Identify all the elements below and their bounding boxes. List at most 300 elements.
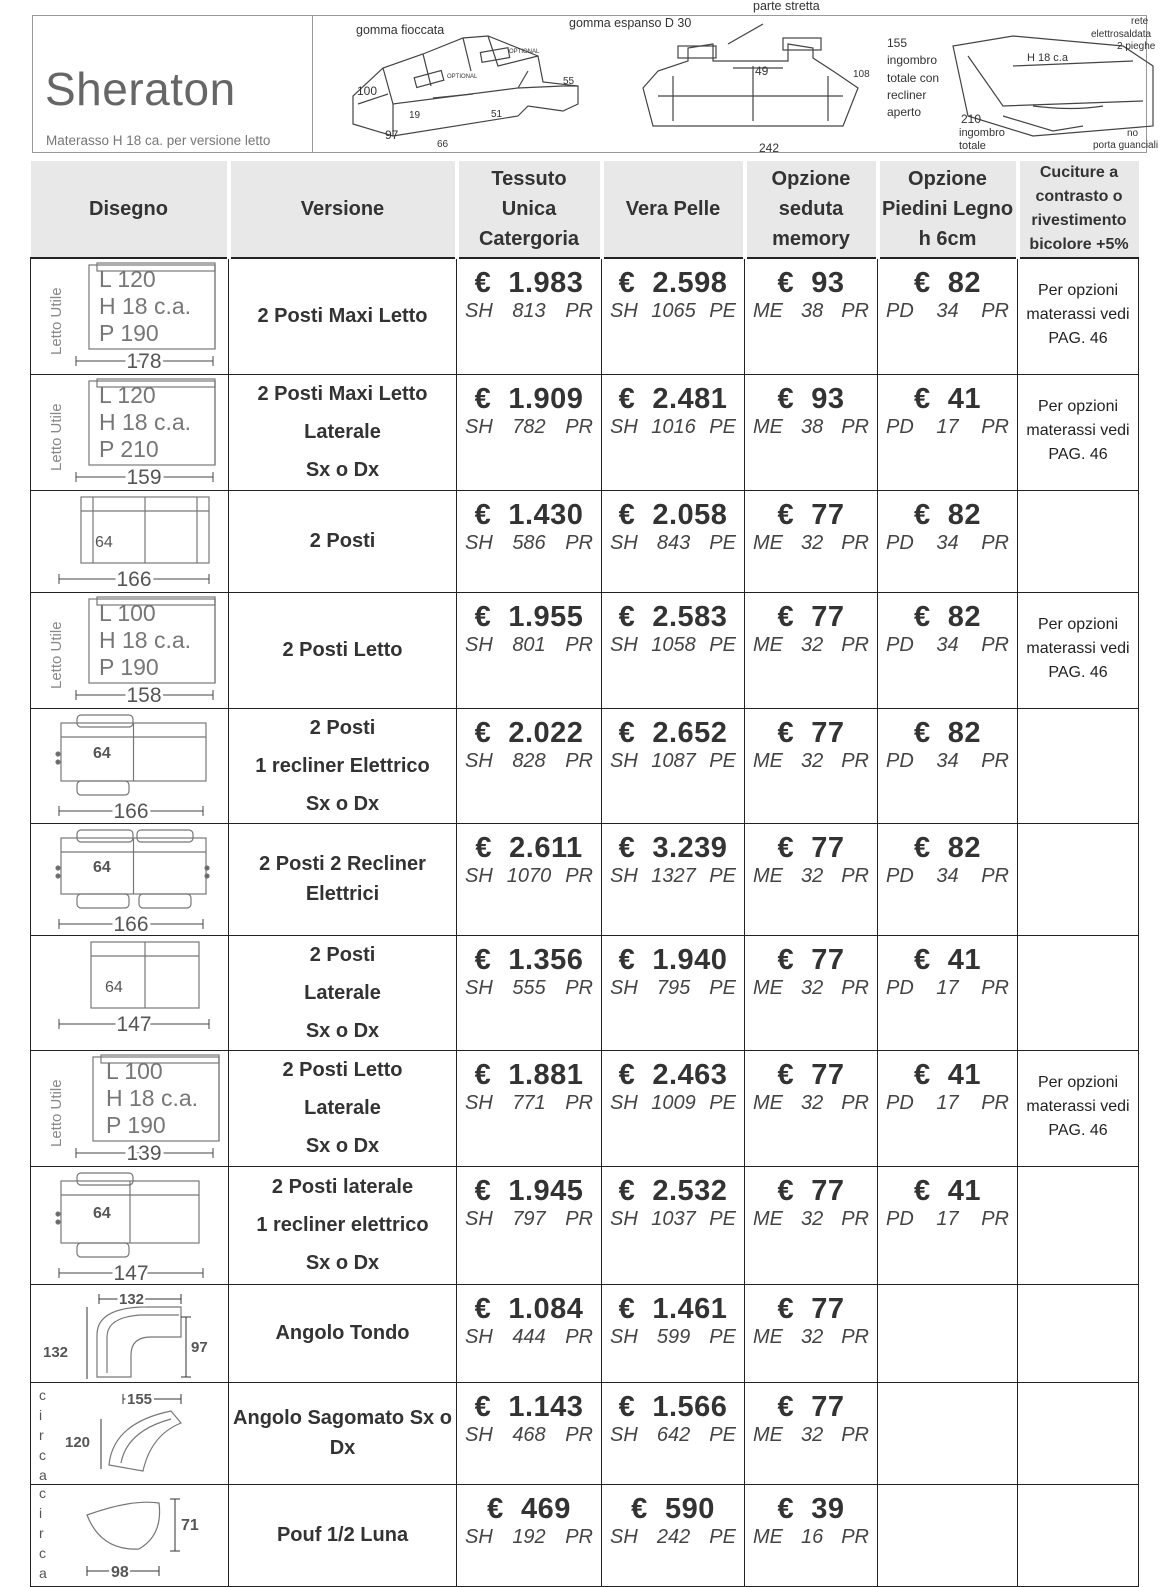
pelle-cell (602, 490, 745, 592)
tessuto-code (457, 1326, 601, 1349)
code-prefix: SH (465, 1525, 493, 1548)
code-prefix: SH (610, 300, 638, 322)
code-suffix: PR (841, 1091, 869, 1114)
memory-price (745, 1493, 877, 1526)
memory-box (745, 709, 877, 777)
drawing-cell (31, 708, 229, 823)
piedini-code (878, 865, 1017, 888)
seat-depth-label: 64 (93, 744, 111, 762)
currency-symbol: € (913, 382, 931, 415)
code-prefix: ME (753, 1091, 783, 1114)
price-value: 77 (811, 943, 845, 976)
code-number: 34 (936, 531, 959, 554)
left-dimension: 120 (65, 1433, 91, 1451)
dim-49: 49 (755, 64, 769, 78)
price-value: 77 (811, 1390, 845, 1423)
code-prefix: ME (753, 300, 783, 322)
left-dimension: 132 (43, 1343, 69, 1361)
mattress-note-line: PAG. 46 (1048, 330, 1108, 347)
version-cell (229, 823, 457, 935)
currency-symbol: € (777, 943, 795, 976)
header-tessuto-line: Catergoria (478, 228, 580, 250)
currency-symbol: € (777, 498, 795, 531)
bed-height-label: H 18 c.a. (106, 1084, 199, 1111)
code-prefix: ME (753, 976, 783, 999)
price-value: 82 (947, 498, 982, 531)
table-row (31, 592, 1139, 708)
header-cuciture-line: rivestimento (1031, 212, 1127, 229)
piedini-box (878, 491, 1017, 559)
header-cuciture-line: Cuciture a (1039, 164, 1119, 181)
memory-cell (745, 935, 878, 1050)
code-suffix: PR (565, 1423, 593, 1446)
code-number: 17 (936, 1091, 959, 1114)
code-prefix: SH (610, 415, 638, 438)
currency-symbol: € (777, 1390, 795, 1423)
code-prefix: PD (886, 864, 914, 887)
price-value: 82 (947, 716, 982, 749)
memory-box (745, 593, 877, 661)
tessuto-box (457, 1383, 601, 1451)
memory-cell (745, 1050, 878, 1166)
dim-19: 19 (409, 110, 421, 121)
sofa-drawing-bed (31, 593, 227, 706)
code-number: 17 (936, 1207, 959, 1230)
code-prefix: PD (886, 531, 914, 554)
table-row (31, 1050, 1139, 1166)
memory-cell (745, 490, 878, 592)
table-row (31, 1166, 1139, 1284)
tessuto-code (457, 416, 601, 439)
currency-symbol: € (631, 1492, 648, 1525)
sofa-drawing-sofa-lat (31, 936, 227, 1035)
piedini-box (878, 824, 1017, 892)
pelle-box (602, 491, 744, 559)
code-number: 1016 (651, 415, 696, 438)
code-suffix: PR (981, 633, 1009, 656)
currency-symbol: € (913, 267, 931, 299)
currency-symbol: € (475, 831, 493, 864)
code-suffix: PR (565, 1207, 593, 1230)
code-suffix: PR (565, 976, 593, 999)
currency-symbol: € (474, 267, 492, 299)
tessuto-cell (457, 374, 602, 490)
version-line: 2 Posti Maxi Letto (257, 383, 428, 405)
pelle-cell (602, 1166, 745, 1284)
mattress-note-line: Per opzioni (1037, 615, 1119, 633)
tessuto-price (457, 944, 601, 977)
version-cell (229, 1050, 457, 1166)
code-suffix: PE (709, 1525, 736, 1548)
memory-code (745, 1326, 877, 1349)
pelle-code (602, 750, 744, 773)
currency-symbol: € (618, 498, 636, 531)
circa-letter: i (39, 1504, 43, 1521)
code-suffix: PE (709, 976, 736, 999)
code-suffix: PR (981, 300, 1009, 322)
pelle-price (602, 1493, 744, 1526)
code-suffix: PE (709, 300, 736, 322)
price-value: 1.084 (508, 1292, 584, 1325)
note-cell (1018, 935, 1139, 1050)
memory-code (745, 865, 877, 888)
mattress-note-line: materassi vedi (1026, 306, 1130, 323)
version-line: Laterale (304, 421, 381, 443)
code-number: 1065 (651, 300, 696, 322)
memory-code (745, 532, 877, 555)
tessuto-cell (457, 490, 602, 592)
code-prefix: SH (610, 1325, 638, 1348)
memory-cell (745, 374, 878, 490)
code-prefix: PD (886, 1207, 914, 1230)
pelle-code (602, 1424, 744, 1447)
version-line: 2 Posti Letto (282, 1059, 403, 1081)
price-value: 1.955 (508, 600, 584, 633)
code-prefix: SH (610, 1207, 638, 1230)
price-value: 2.481 (652, 382, 728, 415)
price-value: 1.430 (508, 498, 584, 531)
piedini-box (878, 1051, 1017, 1119)
memory-cell (745, 592, 878, 708)
note-cell (1018, 592, 1139, 708)
code-number: 444 (512, 1325, 546, 1348)
pelle-price (602, 1391, 744, 1424)
mattress-note-line: Per opzioni (1037, 1073, 1119, 1091)
brand-block (33, 16, 313, 152)
piedini-code (878, 1092, 1017, 1115)
piedini-cell (878, 1284, 1018, 1382)
version-line: 2 Posti (309, 530, 376, 552)
right-dimension: 71 (181, 1516, 199, 1534)
price-value: 1.461 (652, 1292, 728, 1325)
piedini-code (878, 300, 1017, 323)
memory-code (745, 300, 877, 323)
recliner-note-1: 155 (887, 36, 908, 50)
tessuto-code (457, 1424, 601, 1447)
note-cell (1018, 823, 1139, 935)
currency-symbol: € (777, 382, 795, 415)
pelle-code (602, 977, 744, 1000)
currency-symbol: € (913, 831, 931, 864)
piedini-cell (878, 708, 1018, 823)
code-number: 32 (800, 1091, 824, 1114)
currency-symbol: € (474, 1058, 492, 1091)
code-prefix: ME (753, 415, 783, 438)
pelle-price (602, 267, 744, 300)
circa-letter: a (39, 1564, 47, 1581)
header-piedini (878, 161, 1018, 258)
currency-symbol: € (618, 600, 636, 633)
currency-symbol: € (474, 943, 492, 976)
code-number: 586 (512, 531, 546, 554)
price-value: 2.583 (652, 600, 728, 633)
right-dimension: 97 (191, 1338, 208, 1356)
memory-box (745, 824, 877, 892)
code-suffix: PR (565, 531, 593, 554)
tessuto-price (457, 267, 601, 300)
code-number: 468 (512, 1423, 546, 1446)
bed-label-no: no (1127, 128, 1139, 139)
bed-depth-label: P 190 (99, 653, 159, 680)
tessuto-code (457, 1208, 601, 1231)
piedini-code (878, 1208, 1017, 1231)
price-value: 77 (811, 1292, 845, 1325)
piedini-cell (878, 490, 1018, 592)
tessuto-code (457, 634, 601, 657)
header-memory-line: memory (772, 228, 850, 250)
sofa-drawing-sofa (31, 491, 227, 590)
note-cell (1018, 1166, 1139, 1284)
price-value: 2.463 (652, 1058, 728, 1091)
currency-symbol: € (618, 1390, 636, 1423)
tessuto-box (457, 593, 601, 661)
code-number: 797 (512, 1207, 546, 1230)
memory-code (745, 1208, 877, 1231)
version-line: Sx o Dx (305, 459, 380, 481)
pelle-price (602, 832, 744, 865)
tessuto-price (457, 1391, 601, 1424)
tessuto-box (457, 1167, 601, 1235)
tessuto-cell (457, 1382, 602, 1484)
tessuto-box (457, 824, 601, 892)
version-line: Pouf 1/2 Luna (276, 1524, 409, 1546)
tessuto-box (457, 491, 601, 559)
catalog-header (32, 0, 1159, 155)
pelle-code (602, 634, 744, 657)
piedini-box (878, 1167, 1017, 1235)
price-value: 1.940 (652, 943, 728, 976)
code-number: 801 (512, 633, 546, 656)
mattress-note-line: PAG. 46 (1048, 445, 1108, 463)
header-tessuto-line: Tessuto (491, 168, 567, 190)
version-line: Dx (329, 1437, 356, 1459)
currency-symbol: € (777, 1058, 795, 1091)
drawing-cell (31, 1050, 229, 1166)
pelle-box (602, 936, 744, 1004)
code-number: 38 (800, 415, 824, 438)
piedini-box (878, 936, 1017, 1004)
piedini-cell (878, 1050, 1018, 1166)
header-memory-line: Opzione (771, 168, 851, 190)
drawing-cell (31, 1166, 229, 1284)
pelle-cell (602, 258, 745, 374)
tessuto-price (457, 499, 601, 532)
drawing-cell (31, 258, 229, 374)
tessuto-box (457, 259, 601, 327)
code-prefix: ME (753, 749, 783, 772)
code-number: 32 (800, 749, 824, 772)
memory-code (745, 416, 877, 439)
code-suffix: PE (709, 633, 736, 656)
table-row (31, 708, 1139, 823)
version-cell (229, 708, 457, 823)
pelle-box (602, 259, 744, 327)
tessuto-code (457, 300, 601, 323)
bed-label-h18: H 18 c.a (1027, 52, 1068, 64)
recliner-note-5: aperto (887, 105, 922, 119)
tessuto-cell (457, 1166, 602, 1284)
price-value: 1.356 (508, 943, 584, 976)
code-suffix: PE (709, 415, 736, 438)
memory-price (745, 1293, 877, 1326)
pelle-price (602, 383, 744, 416)
pelle-price (602, 717, 744, 750)
pelle-box (602, 1485, 744, 1553)
currency-symbol: € (777, 1174, 795, 1207)
piedini-price (878, 383, 1017, 416)
header-cuciture-line: contrasto o (1035, 188, 1123, 205)
memory-price (745, 1391, 877, 1424)
recliner-note-2: ingombro (887, 53, 938, 67)
memory-box (745, 936, 877, 1004)
note-cell (1018, 258, 1139, 374)
code-number: 16 (800, 1525, 824, 1548)
code-prefix: SH (610, 633, 638, 656)
code-suffix: PR (565, 1091, 593, 1114)
width-dimension: 158 (126, 683, 162, 707)
note-cell (1018, 1050, 1139, 1166)
version-cell (229, 1484, 457, 1586)
bottom-dimension: 98 (111, 1563, 129, 1581)
dim-100: 100 (357, 84, 378, 98)
tessuto-code (457, 977, 601, 1000)
sofa-drawing-corner-shaped (31, 1383, 227, 1482)
brand-title: Sheraton (45, 63, 236, 115)
code-suffix: PR (841, 415, 869, 438)
width-dimension: 147 (113, 1261, 149, 1285)
piedini-price (878, 944, 1017, 977)
memory-code (745, 634, 877, 657)
tessuto-code (457, 865, 601, 888)
recliner-note-4: recliner (887, 88, 927, 102)
currency-symbol: € (618, 382, 636, 415)
memory-code (745, 1092, 877, 1115)
drawing-cell (31, 1382, 229, 1484)
code-prefix: PD (886, 633, 914, 656)
code-prefix: SH (465, 1207, 493, 1230)
version-cell (229, 1166, 457, 1284)
memory-cell (745, 1284, 878, 1382)
currency-symbol: € (777, 267, 795, 299)
bed-height-label: H 18 c.a. (99, 626, 192, 653)
width-dimension: 166 (116, 567, 152, 591)
header-piedini-line: Opzione (908, 168, 987, 190)
width-dimension: 166 (113, 799, 149, 823)
currency-symbol: € (913, 943, 931, 976)
version-line: Sx o Dx (305, 792, 380, 815)
price-value: 3.239 (652, 831, 728, 864)
memory-cell (745, 258, 878, 374)
code-suffix: PE (709, 749, 736, 772)
memory-cell (745, 1484, 878, 1586)
price-value: 77 (811, 1058, 845, 1091)
pelle-cell (602, 708, 745, 823)
code-number: 1327 (651, 864, 696, 887)
bed-length-label: L 120 (99, 381, 156, 408)
pelle-code (602, 1208, 744, 1231)
price-value: 1.143 (508, 1390, 584, 1423)
memory-code (745, 977, 877, 1000)
bed-depth-label: P 210 (99, 435, 159, 462)
version-line: 1 recliner Elettrico (255, 754, 430, 777)
dim-51: 51 (491, 109, 503, 120)
code-number: 1070 (506, 864, 552, 887)
pelle-cell (602, 1484, 745, 1586)
table-header-row (31, 161, 1139, 258)
price-value: 41 (947, 1174, 982, 1207)
code-number: 192 (512, 1525, 546, 1548)
pelle-code (602, 416, 744, 439)
seat-depth-label: 64 (93, 1204, 111, 1222)
pelle-price (602, 499, 744, 532)
tessuto-cell (457, 1284, 602, 1382)
pelle-code (602, 300, 744, 323)
version-line: Sx o Dx (305, 1019, 380, 1042)
label-gomma-espanso: gomma espanso D 30 (569, 16, 692, 30)
piedini-code (878, 416, 1017, 439)
version-cell (229, 490, 457, 592)
header-cuciture-line: bicolore +5% (1029, 236, 1129, 253)
pelle-code (602, 532, 744, 555)
currency-symbol: € (474, 600, 492, 633)
bed-length-label: L 100 (106, 1057, 163, 1084)
price-value: 1.909 (508, 382, 584, 415)
piedini-cell (878, 258, 1018, 374)
header-tessuto-line: Unica (501, 198, 557, 220)
tessuto-price (457, 1175, 601, 1208)
table-row (31, 823, 1139, 935)
memory-price (745, 832, 877, 865)
sofa-drawing-bed (31, 259, 227, 372)
code-number: 32 (800, 531, 824, 554)
code-suffix: PR (841, 976, 869, 999)
price-value: 2.058 (652, 498, 728, 531)
tessuto-box (457, 1485, 601, 1553)
currency-symbol: € (474, 1292, 492, 1325)
currency-symbol: € (474, 1174, 492, 1207)
bed-label-totale: totale (959, 140, 986, 152)
tessuto-price (457, 383, 601, 416)
version-line: Sx o Dx (305, 1252, 380, 1274)
circa-letter: c (39, 1386, 46, 1403)
code-prefix: SH (465, 1423, 493, 1446)
letto-utile-label: Letto Utile (48, 402, 65, 471)
piedini-price (878, 1059, 1017, 1092)
width-dimension: 139 (126, 1141, 162, 1165)
code-suffix: PR (841, 864, 869, 887)
code-prefix: ME (753, 864, 783, 887)
currency-symbol: € (777, 716, 795, 749)
code-suffix: PR (841, 1423, 869, 1446)
bed-label-210: 210 (961, 112, 982, 126)
header-piedini-line: Piedini Legno (881, 198, 1014, 220)
code-number: 17 (936, 976, 959, 999)
code-suffix: PR (841, 531, 869, 554)
pelle-price (602, 1175, 744, 1208)
code-prefix: SH (465, 633, 493, 656)
pelle-code (602, 865, 744, 888)
dim-55: 55 (563, 76, 575, 87)
table-row (31, 490, 1139, 592)
currency-symbol: € (618, 716, 636, 749)
currency-symbol: € (618, 1058, 636, 1091)
pelle-cell (602, 1382, 745, 1484)
note-cell (1018, 374, 1139, 490)
memory-price (745, 499, 877, 532)
version-line: 2 Posti 2 Recliner (259, 853, 426, 875)
code-suffix: PR (841, 1525, 869, 1548)
header-sofa-drawing (313, 0, 1159, 155)
